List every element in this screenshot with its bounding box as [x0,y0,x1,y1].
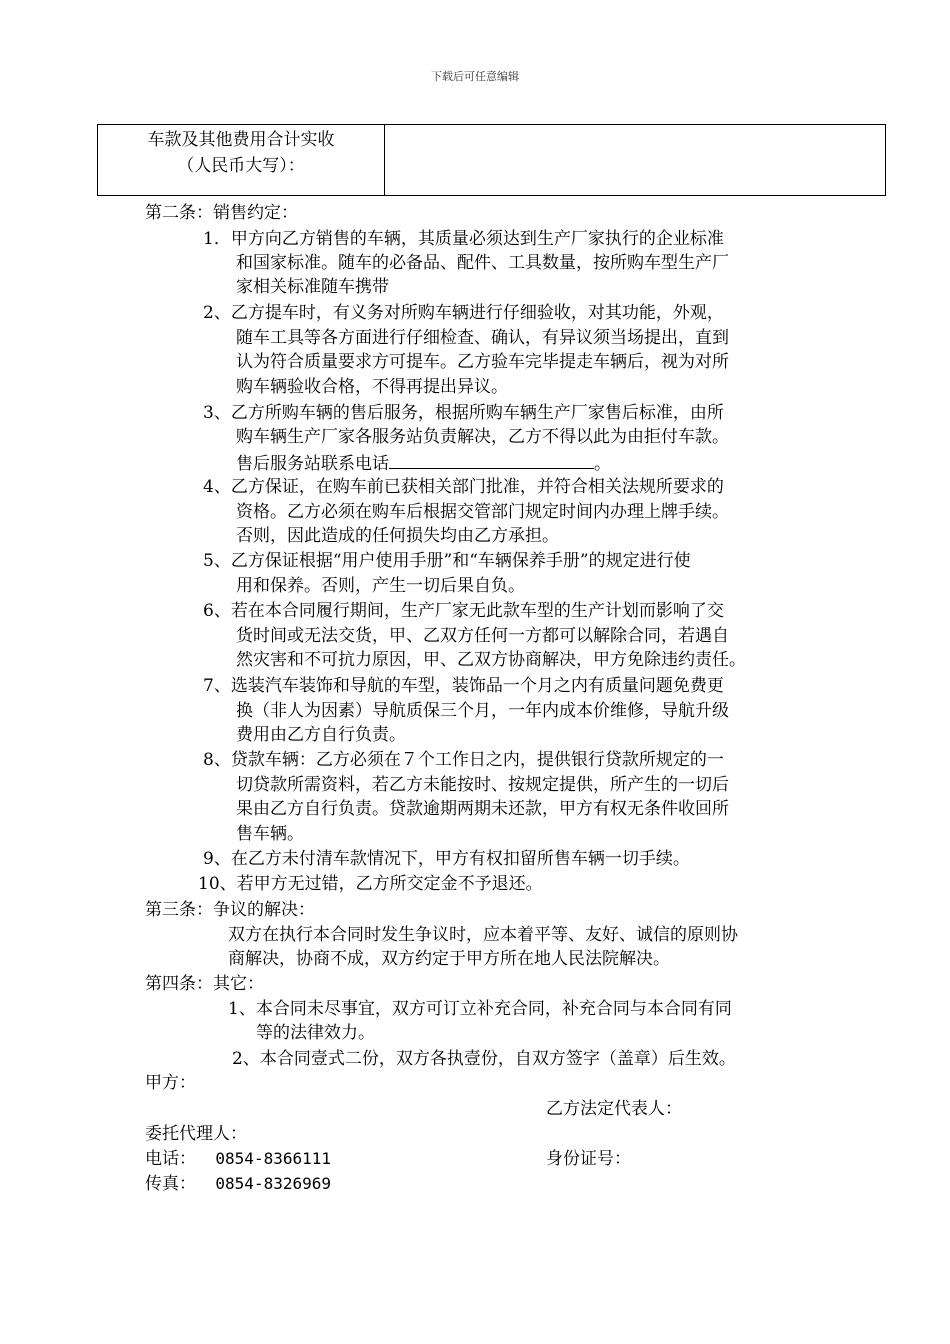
phone-label: 电话： [145,1149,196,1169]
article3-title: 第三条：争议的解决： [145,900,315,920]
art2-item1-line2: 和国家标准。随车的必备品、配件、工具数量，按所购车型生产厂 [236,253,729,273]
id-number-label: 身份证号： [546,1149,631,1169]
phone-row [145,1147,331,1171]
art2-item8-line1: 8、贷款车辆：乙方必须在７个工作日之内，提供银行贷款所规定的一 [203,750,724,770]
article4-title: 第四条：其它： [145,974,264,994]
art2-item7-line3: 费用由乙方自行负责。 [236,725,406,745]
service-phone-label: 售后服务站联系电话 [236,454,389,474]
art3-line1: 双方在执行本合同时发生争议时，应本着平等、友好、诚信的原则协 [228,925,738,945]
art2-item7-line1: 7、选装汽车装饰和导航的车型，装饰品一个月之内有质量问题免费更 [203,676,724,696]
art2-item4-line3: 否则，因此造成的任何损失均由乙方承担。 [236,526,559,546]
art2-item8-line4: 售车辆。 [236,824,304,844]
art2-item2-line2: 随车工具等各方面进行仔细检查、确认，有异议须当场提出，直到 [236,328,729,348]
art4-item1-line1: 1、本合同未尽事宜，双方可订立补充合同，补充合同与本合同有同 [228,999,732,1019]
page-header: 下载后可任意编辑 [431,70,519,83]
art2-item3-line3 [236,450,611,476]
phone-value: 0854-8366111 [215,1149,331,1168]
art2-item2-line1: 2、乙方提车时，有义务对所购车辆进行仔细验收，对其功能，外观， [203,303,724,323]
art3-line2: 商解决，协商不成，双方约定于甲方所在地人民法院解决。 [228,949,670,969]
art2-item6-line3: 然灾害和不可抗力原因，甲、乙双方协商解决，甲方免除违约责任。 [236,650,746,670]
art2-item8-line3: 果由乙方自行负责。贷款逾期两期未还款，甲方有权无条件收回所 [236,799,729,819]
art2-item1-line3: 家相关标准随车携带 [236,277,389,297]
art2-item10: 10、若甲方无过错，乙方所交定金不予退还。 [198,874,543,894]
art4-item2: 2、本合同壹式二份，双方各执壹份，自双方签字（盖章）后生效。 [232,1049,736,1069]
art2-item5-line2: 用和保养。否则，产生一切后果自负。 [236,576,525,596]
art2-item6-line2: 货时间或无法交货，甲、乙双方任何一方都可以解除合同，若遇自 [236,626,729,646]
art2-item1-line1: 1．甲方向乙方销售的车辆，其质量必须达到生产厂家执行的企业标准 [203,229,724,249]
art2-item5-line1: 5、乙方保证根据“用户使用手册”和“车辆保养手册”的规定进行使 [203,551,691,571]
payment-label-line2: （人民币大写）： [177,156,305,176]
article2-title: 第二条：销售约定： [145,203,298,223]
service-phone-blank[interactable] [389,450,594,469]
art2-item4-line2: 资格。乙方必须在购车后根据交管部门规定时间内办理上牌手续。 [236,502,729,522]
fax-value: 0854-8326969 [215,1174,331,1193]
art2-item3-line2: 购车辆生产厂家各服务站负责解决，乙方不得以此为由拒付车款。 [236,427,729,447]
payment-label-line1: 车款及其他费用合计实收 [147,130,335,150]
fax-row [145,1172,331,1196]
art4-item1-line2: 等的法律效力。 [256,1023,375,1043]
agent-label: 委托代理人： [145,1124,247,1144]
art2-item3-line1: 3、乙方所购车辆的售后服务，根据所购车辆生产厂家售后标准，由所 [203,403,724,423]
party-a-label: 甲方： [145,1073,196,1093]
service-phone-end: 。 [594,454,611,474]
art2-item4-line1: 4、乙方保证，在购车前已获相关部门批准，并符合相关法规所要求的 [203,477,724,497]
payment-label-cell [98,125,385,195]
art2-item6-line1: 6、若在本合同履行期间，生产厂家无此款车型的生产计划而影响了交 [203,601,724,621]
art2-item2-line3: 认为符合质量要求方可提车。乙方验车完毕提走车辆后，视为对所 [236,352,729,372]
payment-value-cell[interactable] [385,125,885,195]
art2-item8-line2: 切贷款所需资料，若乙方未能按时、按规定提供，所产生的一切后 [236,775,729,795]
payment-table [97,124,886,196]
art2-item9: 9、在乙方未付清车款情况下，甲方有权扣留所售车辆一切手续。 [203,849,690,869]
party-b-rep-label: 乙方法定代表人： [546,1099,682,1119]
art2-item2-line4: 购车辆验收合格，不得再提出异议。 [236,377,508,397]
fax-label: 传真： [145,1174,196,1194]
art2-item7-line2: 换（非人为因素）导航质保三个月，一年内成本价维修，导航升级 [236,701,729,721]
